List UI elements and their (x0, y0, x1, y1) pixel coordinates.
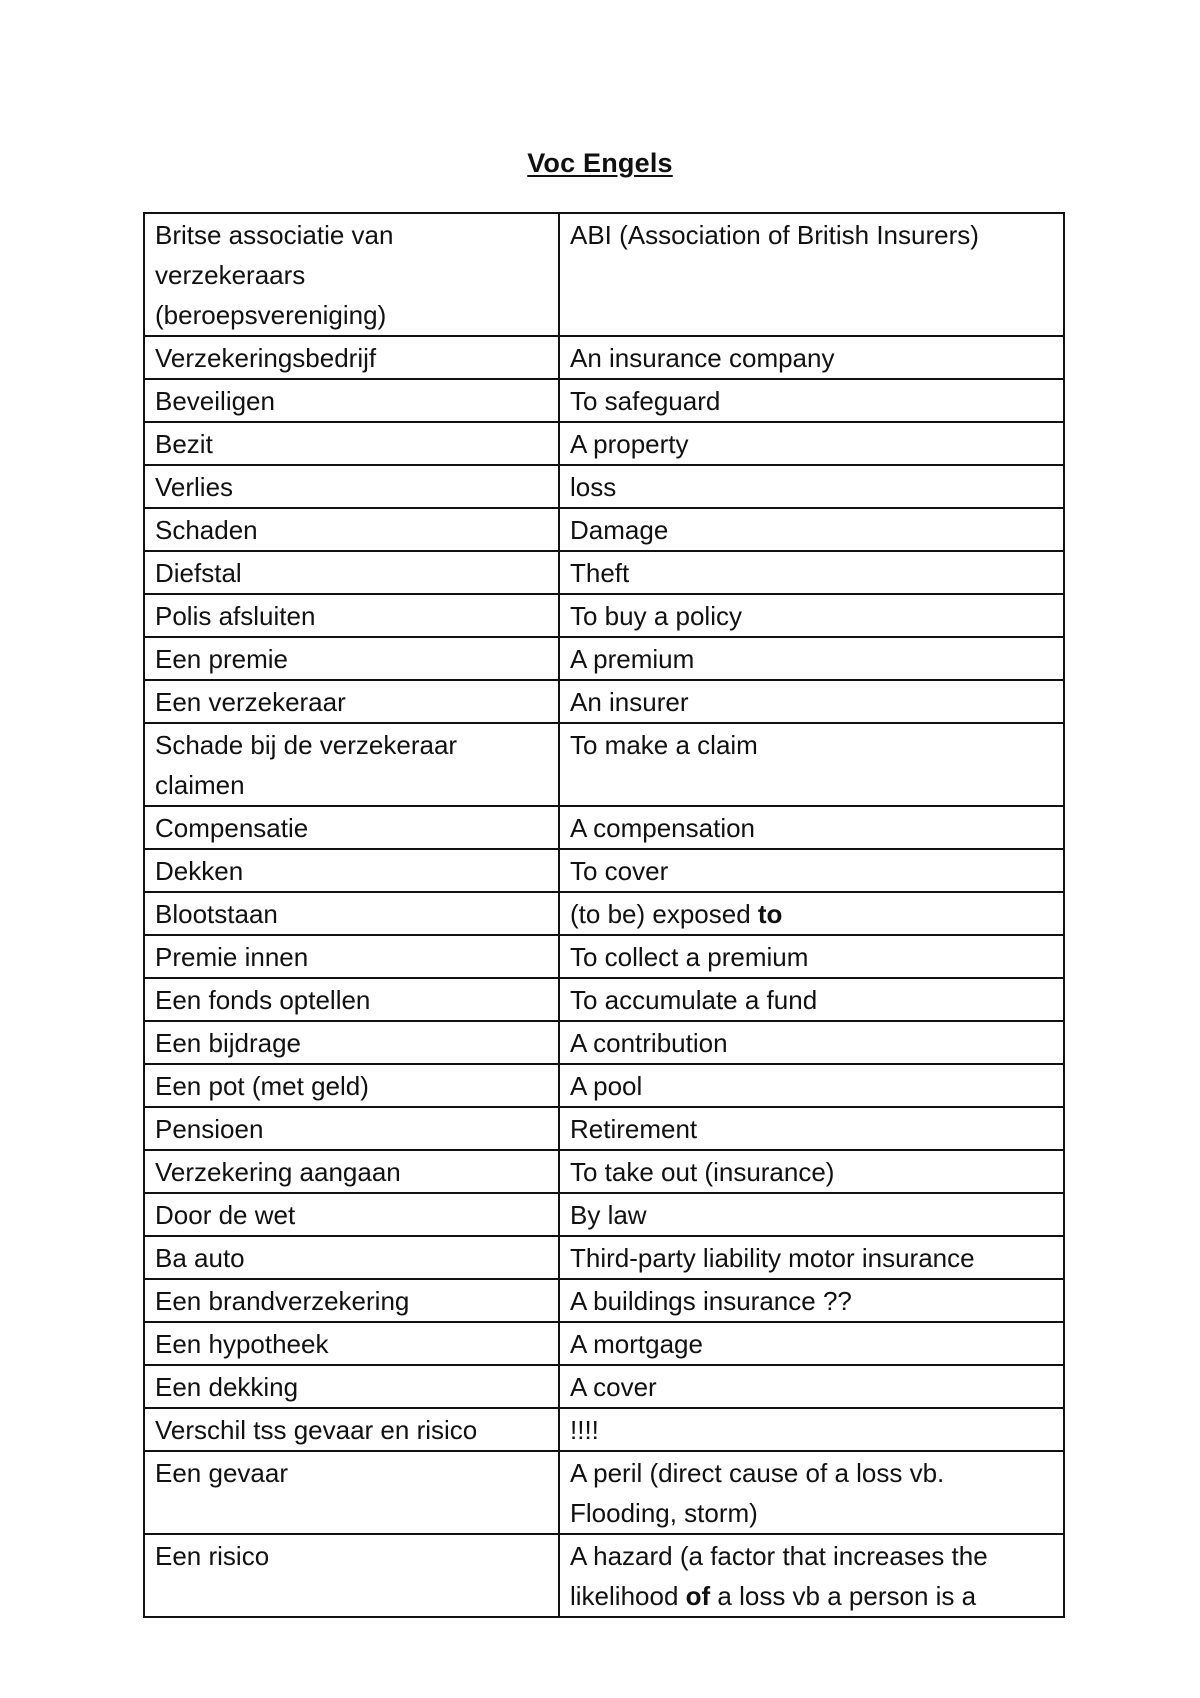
table-row (144, 1534, 1064, 1617)
english-term: Third-party liability motor insurance (559, 1236, 1064, 1279)
dutch-term: Een pot (met geld) (144, 1064, 559, 1107)
english-term: To make a claim (559, 723, 1064, 806)
table-row (144, 1322, 1064, 1365)
table-row (144, 551, 1064, 594)
english-term: A cover (559, 1365, 1064, 1408)
page-title: Voc Engels (527, 148, 673, 178)
dutch-term: Verzekering aangaan (144, 1150, 559, 1193)
english-term: An insurer (559, 680, 1064, 723)
dutch-term: Een risico (144, 1534, 559, 1617)
english-term: A premium (559, 637, 1064, 680)
table-row (144, 1236, 1064, 1279)
english-term: A mortgage (559, 1322, 1064, 1365)
english-term: Theft (559, 551, 1064, 594)
table-row (144, 508, 1064, 551)
dutch-term: Een brandverzekering (144, 1279, 559, 1322)
table-row (144, 892, 1064, 935)
english-term-emphasis: of (685, 1581, 711, 1611)
dutch-term: Schade bij de verzekeraar claimen (144, 723, 559, 806)
english-term: To safeguard (559, 379, 1064, 422)
english-term: An insurance company (559, 336, 1064, 379)
english-term: Retirement (559, 1107, 1064, 1150)
table-row (144, 379, 1064, 422)
dutch-term: Polis afsluiten (144, 594, 559, 637)
table-row (144, 422, 1064, 465)
english-term: ABI (Association of British Insurers) (559, 213, 1064, 336)
table-row (144, 723, 1064, 806)
dutch-term: Door de wet (144, 1193, 559, 1236)
english-term: To accumulate a fund (559, 978, 1064, 1021)
dutch-term: Een bijdrage (144, 1021, 559, 1064)
english-term-text: (to be) exposed (570, 899, 758, 929)
table-row (144, 1150, 1064, 1193)
english-term-text: a loss vb a person is a (710, 1581, 977, 1611)
table-row (144, 1408, 1064, 1451)
table-row (144, 680, 1064, 723)
english-term: loss (559, 465, 1064, 508)
dutch-term: Een hypotheek (144, 1322, 559, 1365)
table-row (144, 1193, 1064, 1236)
dutch-term: Premie innen (144, 935, 559, 978)
dutch-term: Beveiligen (144, 379, 559, 422)
english-term: A pool (559, 1064, 1064, 1107)
dutch-term: Een fonds optellen (144, 978, 559, 1021)
english-term: To buy a policy (559, 594, 1064, 637)
english-term: A compensation (559, 806, 1064, 849)
english-term: Damage (559, 508, 1064, 551)
table-row (144, 849, 1064, 892)
table-row (144, 1064, 1064, 1107)
english-term: A property (559, 422, 1064, 465)
dutch-term: Verlies (144, 465, 559, 508)
english-term-text: A hazard (a factor that increases the likelihood (570, 1541, 988, 1611)
dutch-term: Een verzekeraar (144, 680, 559, 723)
dutch-term: Een premie (144, 637, 559, 680)
dutch-term: Een dekking (144, 1365, 559, 1408)
table-row (144, 213, 1064, 336)
dutch-term: Britse associatie van verzekeraars (beroepsvereniging) (144, 213, 559, 336)
table-row (144, 978, 1064, 1021)
english-term: A contribution (559, 1021, 1064, 1064)
dutch-term: Bezit (144, 422, 559, 465)
english-term: To collect a premium (559, 935, 1064, 978)
table-row (144, 465, 1064, 508)
dutch-term: Schaden (144, 508, 559, 551)
dutch-term: Diefstal (144, 551, 559, 594)
english-term: To cover (559, 849, 1064, 892)
dutch-term: Ba auto (144, 1236, 559, 1279)
table-row (144, 1451, 1064, 1534)
english-term: By law (559, 1193, 1064, 1236)
table-row (144, 806, 1064, 849)
dutch-term: Pensioen (144, 1107, 559, 1150)
dutch-term: Compensatie (144, 806, 559, 849)
dutch-term: Een gevaar (144, 1451, 559, 1534)
english-term: A peril (direct cause of a loss vb. Flooding, storm) (559, 1451, 1064, 1534)
table-row (144, 1107, 1064, 1150)
english-term (559, 1534, 1064, 1617)
english-term-emphasis: to (757, 899, 783, 929)
english-term: To take out (insurance) (559, 1150, 1064, 1193)
table-row (144, 1021, 1064, 1064)
table-row (144, 1365, 1064, 1408)
table-row (144, 1279, 1064, 1322)
english-term (559, 892, 1064, 935)
dutch-term: Dekken (144, 849, 559, 892)
dutch-term: Blootstaan (144, 892, 559, 935)
vocabulary-table (143, 212, 1065, 1618)
dutch-term: Verzekeringsbedrijf (144, 336, 559, 379)
table-row (144, 637, 1064, 680)
english-term: A buildings insurance ?? (559, 1279, 1064, 1322)
table-row (144, 336, 1064, 379)
table-row (144, 935, 1064, 978)
dutch-term: Verschil tss gevaar en risico (144, 1408, 559, 1451)
english-term: !!!! (559, 1408, 1064, 1451)
table-row (144, 594, 1064, 637)
